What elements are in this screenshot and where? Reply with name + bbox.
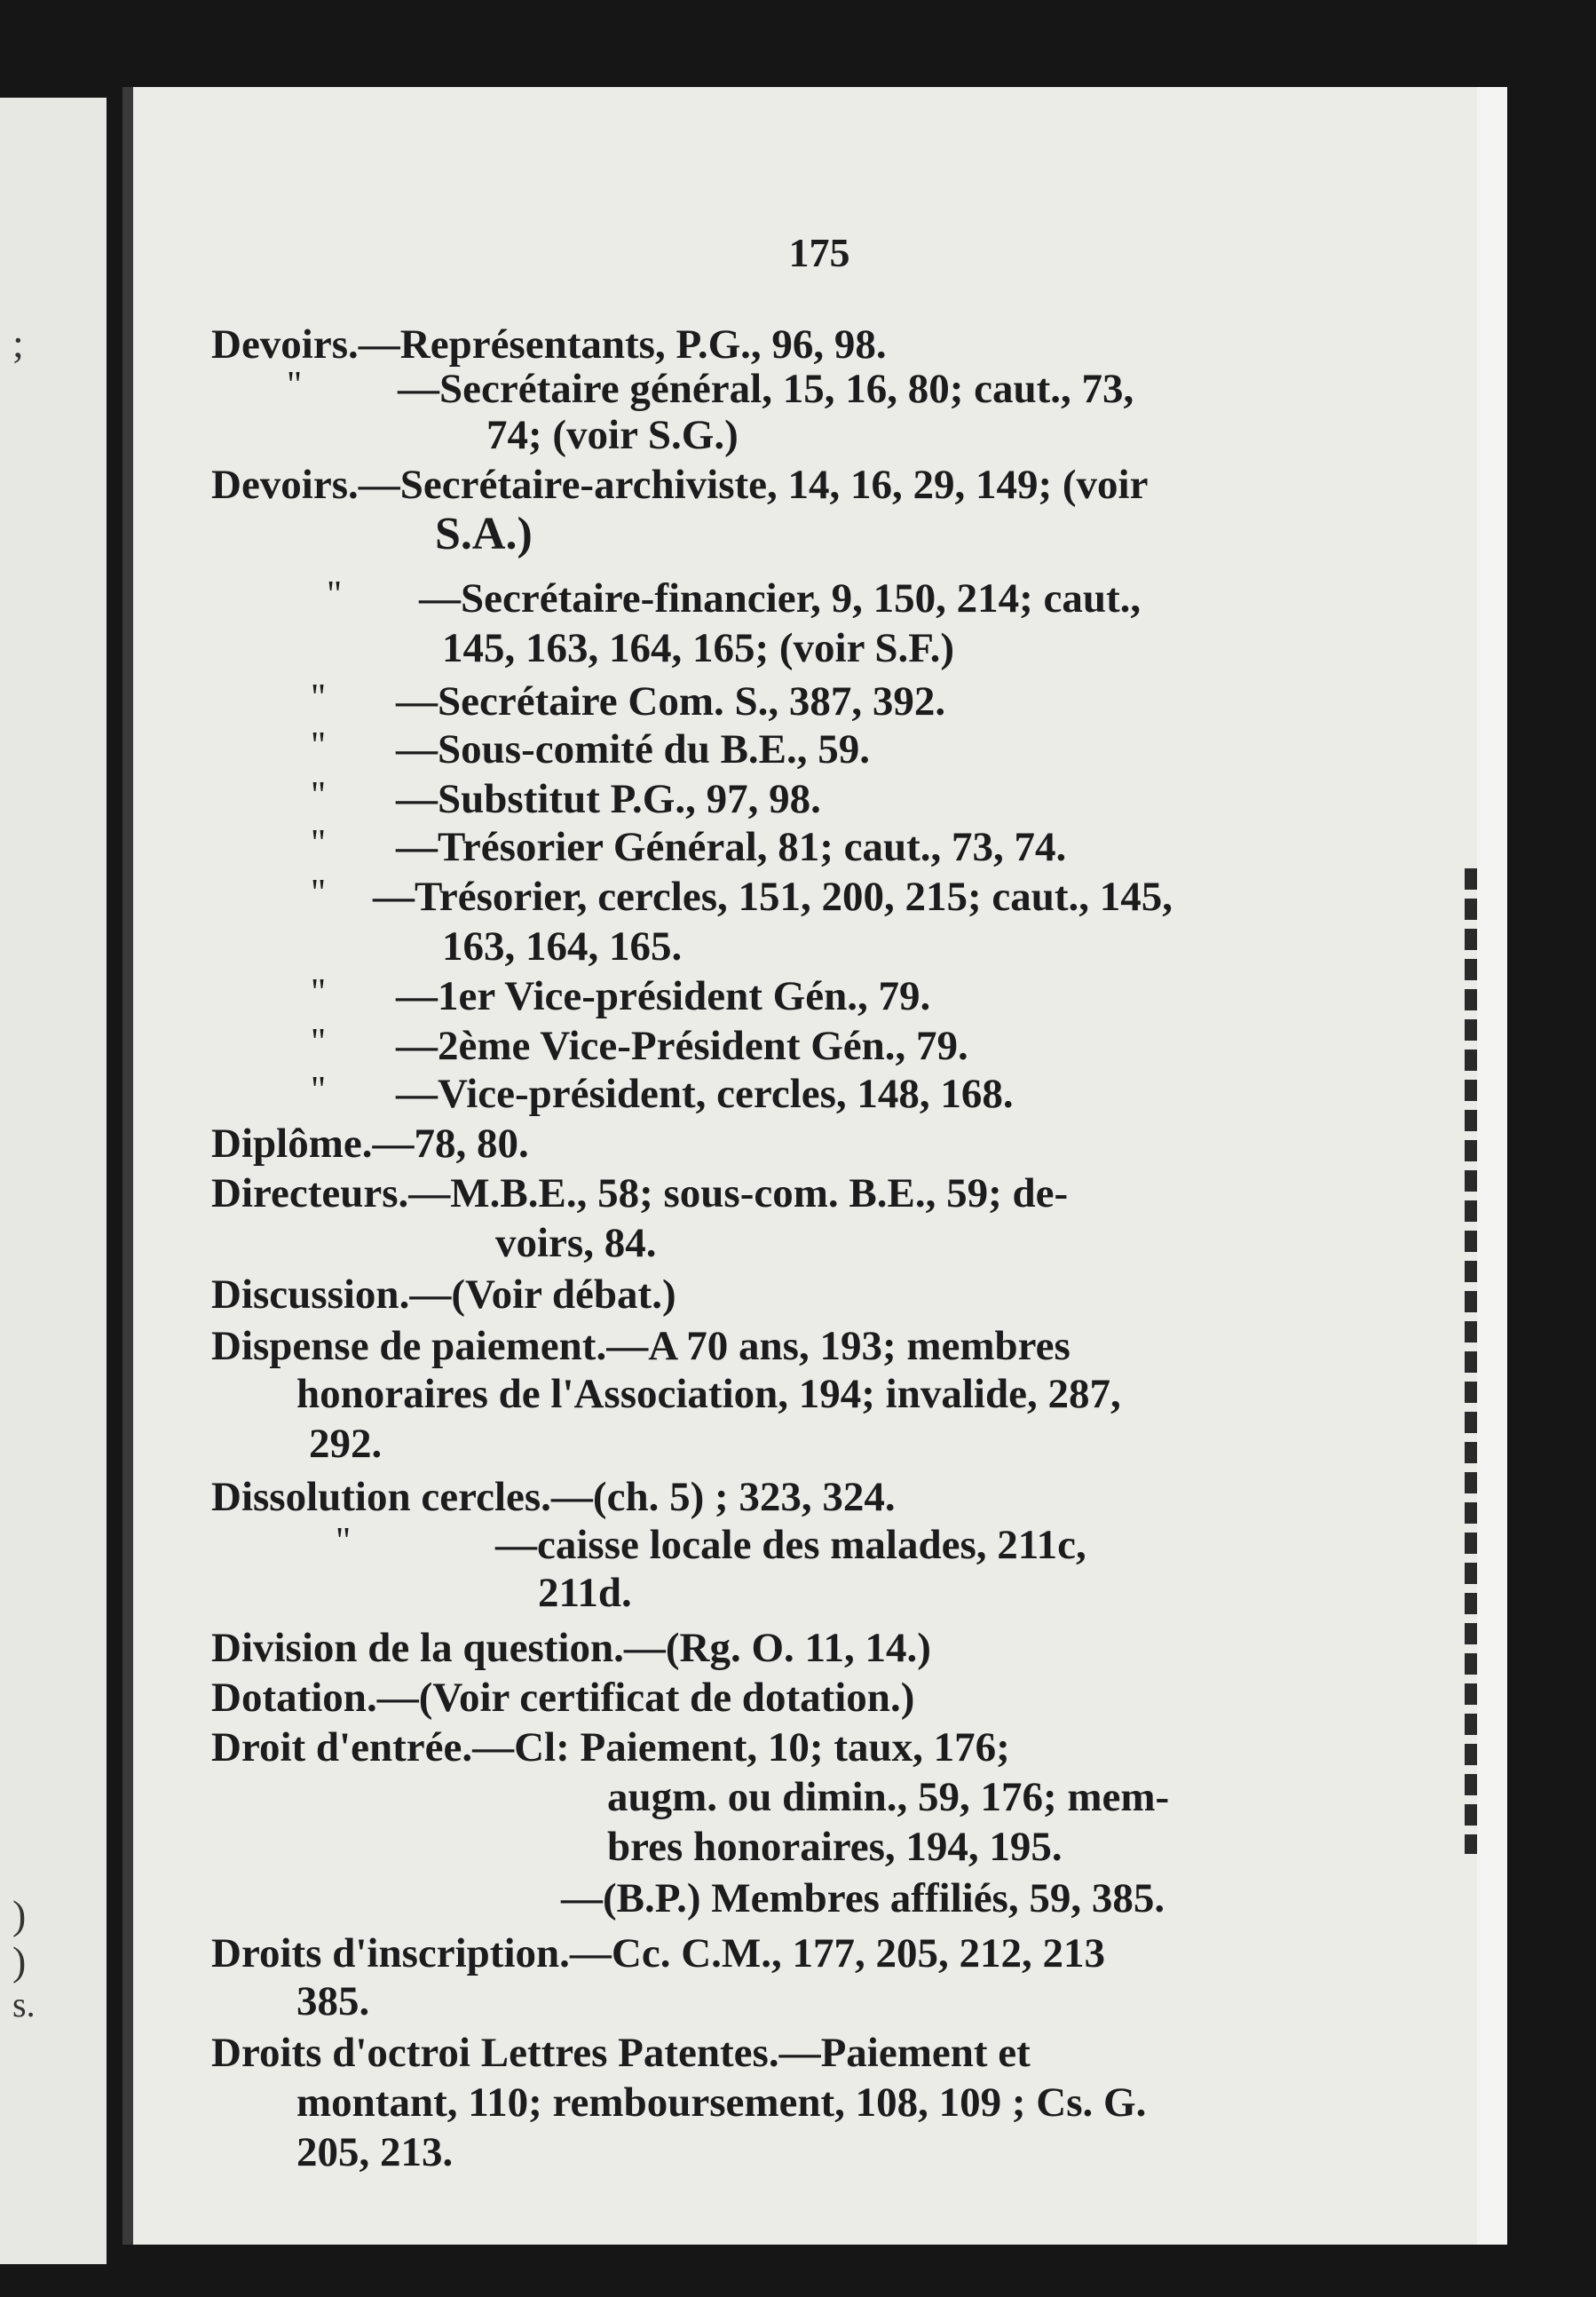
index-line: —Trésorier, cercles, 151, 200, 215; caut., 145,: [373, 874, 1173, 920]
index-line: bres honoraires, 194, 195.: [607, 1824, 1063, 1870]
index-line: —Sous-comité du B.E., 59.: [396, 726, 871, 772]
index-line: 292.: [309, 1421, 383, 1467]
ditto-mark: ": [327, 574, 343, 615]
index-line: montant, 110; remboursement, 108, 109 ; Cs. G.: [296, 2079, 1147, 2126]
index-line: Division de la question.—(Rg. O. 11, 14.): [211, 1625, 931, 1671]
index-line: Discussion.—(Voir débat.): [211, 1271, 676, 1318]
ditto-mark: ": [336, 1521, 352, 1562]
index-line: Droit d'entrée.—Cl: Paiement, 10; taux, 176;: [211, 1724, 1010, 1770]
ditto-mark: ": [311, 972, 327, 1013]
index-line: 385.: [296, 1978, 370, 2024]
index-line: honoraires de l'Association, 194; invalide, 287,: [296, 1371, 1121, 1417]
index-line: —2ème Vice-Président Gén., 79.: [396, 1023, 968, 1069]
index-line: 211d.: [538, 1570, 632, 1616]
page-number: 175: [788, 230, 850, 275]
index-line: Devoirs.—Représentants, P.G., 96, 98.: [211, 321, 887, 368]
index-line: Droits d'octroi Lettres Patentes.—Paiement et: [211, 2030, 1031, 2076]
index-line: Droits d'inscription.—Cc. C.M., 177, 205, 212, 213: [211, 1930, 1106, 1976]
index-line: 74; (voir S.G.): [486, 412, 739, 458]
index-line: —Trésorier Général, 81; caut., 73, 74.: [396, 824, 1067, 870]
margin-mark: ): [12, 1938, 27, 1984]
ditto-mark: ": [287, 365, 303, 406]
index-line: Devoirs.—Secrétaire-archiviste, 14, 16, 29, 149; (voir: [211, 462, 1149, 508]
index-line: 145, 163, 164, 165; (voir S.F.): [442, 625, 955, 671]
index-line: —Substitut P.G., 97, 98.: [396, 776, 821, 822]
book-page: [122, 87, 1507, 2245]
index-line: —(B.P.) Membres affiliés, 59, 385.: [561, 1875, 1165, 1921]
index-line: —Secrétaire général, 15, 16, 80; caut., 73,: [398, 366, 1134, 412]
ditto-mark: ": [311, 823, 327, 864]
margin-mark: ;: [12, 321, 24, 366]
index-line: 205, 213.: [296, 2129, 454, 2175]
index-line: Dispense de paiement.—A 70 ans, 193; membres: [211, 1323, 1071, 1369]
index-line: Diplôme.—78, 80.: [211, 1121, 529, 1167]
index-line: —caisse locale des malades, 211c,: [495, 1522, 1086, 1568]
ditto-mark: ": [311, 725, 327, 766]
ditto-mark: ": [311, 1022, 327, 1063]
ditto-mark: ": [311, 775, 327, 816]
index-line: Dissolution cercles.—(ch. 5) ; 323, 324.: [211, 1474, 896, 1520]
index-line: S.A.): [435, 509, 533, 559]
index-entries: [122, 87, 1507, 2245]
index-line: Directeurs.—M.B.E., 58; sous-com. B.E., 59; de-: [211, 1170, 1069, 1216]
index-line: Dotation.—(Voir certificat de dotation.): [211, 1675, 915, 1721]
index-line: augm. ou dimin., 59, 176; mem-: [607, 1774, 1170, 1820]
ditto-mark: ": [311, 1070, 327, 1111]
index-line: voirs, 84.: [495, 1220, 657, 1266]
index-line: 163, 164, 165.: [442, 923, 683, 970]
index-line: —Secrétaire-financier, 9, 150, 214; caut.,: [419, 575, 1142, 622]
margin-mark: s.: [12, 1984, 36, 2024]
ditto-mark: ": [311, 677, 327, 718]
index-line: —Vice-président, cercles, 148, 168.: [396, 1071, 1014, 1117]
margin-mark: ): [12, 1892, 27, 1937]
index-line: —1er Vice-président Gén., 79.: [396, 973, 931, 1019]
index-line: —Secrétaire Com. S., 387, 392.: [396, 678, 946, 725]
previous-page-edge: [0, 98, 107, 2264]
ditto-mark: ": [311, 873, 327, 914]
